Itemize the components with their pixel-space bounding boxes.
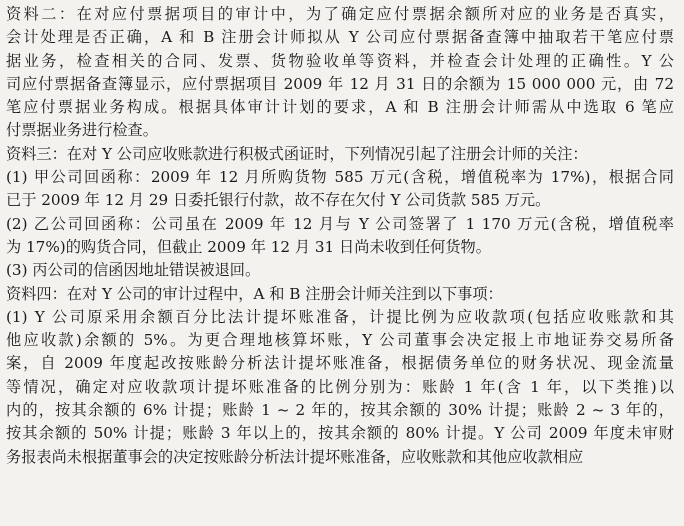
text-line: 笔应付票据业务构成。根据具体审计计划的要求，A 和 B 注册会计师需从中选取 6 笔应 (6, 98, 674, 117)
text-line: 案，自 2009 年度起改按账龄分析法计提坏账准备，根据债务单位的财务状况、现金流量 (6, 354, 674, 373)
text-line: 资料二：在对应付票据项目的审计中，为了确定应付票据余额所对应的业务是否真实， (6, 5, 674, 23)
text-line: 司应付票据备查簿显示，应付票据项目 2009 年 12 月 31 日的余额为 15 000 000 元，由 72 (6, 74, 674, 93)
section-2-paragraph (6, 3, 674, 143)
text-line: (2) 乙公司回函称：公司虽在 2009 年 12 月与 Y 公司签署了 1 170 万元(含税，增值税率 (6, 214, 674, 233)
text-line: 按其余额的 50% 计提；账龄 3 年以上的，按其余额的 80% 计提。Y 公司 2009 年度未审财 (6, 424, 674, 443)
section-4-paragraph (6, 283, 674, 306)
section-3-item-2-paragraph (6, 213, 674, 260)
section-3-item-3-paragraph (6, 259, 674, 282)
text-line: 付票据业务进行检查。 (6, 121, 158, 140)
text-line: 内的，按其余额的 6% 计提；账龄 1 ~ 2 年的，按其余额的 30% 计提；账龄 2 ~ 3 年的， (6, 401, 674, 420)
text-line: 已于 2009 年 12 月 29 日委托银行付款，故不存在欠付 Y 公司货款 585 万元。 (6, 191, 551, 210)
text-line: 会计处理是否正确，A 和 B 注册会计师拟从 Y 公司应付票据备查簿中抽取若干笔应付票 (6, 28, 674, 47)
section-3-item-1-paragraph (6, 166, 674, 213)
text-line: 务报表尚未根据董事会的决定按账龄分析法计提坏账准备，应收账款和其他应收款相应 (6, 447, 584, 466)
text-line: 他应收款)余额的 5%。为更合理地核算坏账，Y 公司董事会决定报上市地证券交易所备 (6, 331, 674, 350)
section-3-paragraph (6, 143, 674, 166)
text-line: 资料四：在对 Y 公司的审计过程中，A 和 B 注册会计师关注到以下事项： (6, 284, 503, 303)
text-line: (3) 丙公司的信函因地址错误被退回。 (6, 261, 261, 280)
section-4-item-1-paragraph (6, 306, 674, 469)
text-line: 资料三：在对 Y 公司应收账款进行积极式函证时，下列情况引起了注册会计师的关注： (6, 144, 588, 163)
text-line: 等情况，确定对应收款项计提坏账准备的比例分别为：账龄 1 年(含 1 年，以下类推)以 (6, 377, 674, 396)
text-line: 据业务，检查相关的合同、发票、货物验收单等资料，并检查会计处理的正确性。Y 公 (6, 51, 674, 70)
text-line: (1) Y 公司原采用余额百分比法计提坏账准备，计提比例为应收款项(包括应收账款和其 (6, 307, 674, 326)
text-line: 为 17%)的购货合同，但截止 2009 年 12 月 31 日尚未收到任何货物。 (6, 237, 491, 256)
text-line: (1) 甲公司回函称：2009 年 12 月所购货物 585 万元(含税，增值税率为 17%)，根据合同 (6, 168, 674, 187)
